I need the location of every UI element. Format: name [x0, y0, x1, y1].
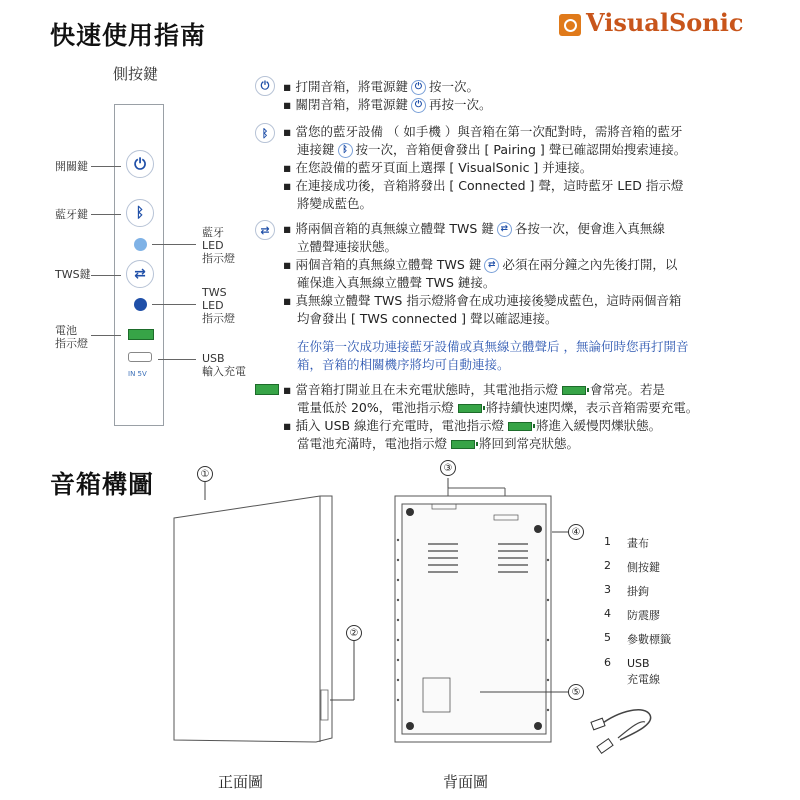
callout-2: ② — [346, 625, 362, 641]
tws-led-leader-line — [152, 304, 196, 305]
usb-port-icon — [128, 352, 152, 362]
legend-label-6: USB 充電線 — [627, 657, 660, 686]
tws-instruction-line-1: ▪ 將兩個音箱的真無線立體聲 TWS 鍵 ⇄ 各按一次，便會進入真無線 — [283, 221, 665, 236]
power-on-instruction: ▪ 打開音箱，將電源鍵 ⏻ 按一次。 — [283, 79, 479, 94]
back-view-drawing — [380, 460, 600, 760]
back-bumper-top-right — [534, 525, 542, 533]
legend-num-1: 1 — [604, 535, 611, 548]
callout-5: ⑤ — [568, 684, 584, 700]
battery-inline-icon — [451, 440, 475, 449]
callout-3: ③ — [440, 460, 456, 476]
power-inline-icon: ⏻ — [411, 80, 426, 95]
back-bumper-bottom-right — [534, 722, 542, 730]
front-panel-outline — [174, 496, 332, 742]
legend-label-1: 畫布 — [627, 537, 649, 550]
tws-inline-icon: ⇄ — [484, 258, 499, 273]
battery-instruction-line-4: 當電池充滿時，電池指示燈 將回到常亮狀態。 — [297, 436, 580, 451]
front-view-drawing — [160, 460, 360, 760]
bt-led-leader-line — [152, 244, 196, 245]
back-inner-frame — [402, 504, 546, 734]
brand-name: VisualSonic — [586, 8, 744, 37]
battery-instruction-line-1: ▪ 當音箱打開並且在未充電狀態時，其電池指示燈 會常亮。若是 — [283, 382, 665, 397]
usb-leader-line — [158, 359, 196, 360]
power-section-icon: ⏻ — [255, 76, 275, 96]
auto-connect-note-line-2: 箱，音箱的相關機序將均可自動連接。 — [297, 357, 510, 372]
bt-led-label: 藍牙 LED 指示燈 — [202, 226, 235, 265]
battery-leader-line — [91, 335, 121, 336]
bt-instruction-line-4: ▪ 在連接成功後，音箱將發出 [ Connected ] 聲，這時藍牙 LED 指示燈 — [283, 178, 684, 193]
tws-instruction-line-3: ▪ 兩個音箱的真無線立體聲 TWS 鍵 ⇄ 必須在兩分鐘之內先後打開，以 — [283, 257, 678, 272]
callout-1: ① — [197, 466, 213, 482]
battery-inline-icon — [562, 386, 586, 395]
battery-section-icon — [255, 384, 279, 395]
brand-logo-icon — [559, 14, 581, 36]
battery-inline-icon — [458, 404, 482, 413]
usb-input-label: USB 輸入充電 — [202, 352, 246, 378]
side-buttons-subtitle: 側按鍵 — [113, 65, 159, 83]
legend-label-4: 防震膠 — [627, 609, 660, 622]
battery-indicator-icon — [128, 329, 154, 340]
tws-instruction-line-5: ▪ 真無線立體聲 TWS 指示燈將會在成功連接後變成藍色，這時兩個音箱 — [283, 293, 682, 308]
tws-led-label: TWS LED 指示燈 — [202, 286, 235, 325]
bluetooth-key-label: 藍牙鍵 — [55, 208, 88, 221]
callout-4: ④ — [568, 524, 584, 540]
bluetooth-button-icon: ᛒ — [126, 199, 154, 227]
back-view-caption: 背面圖 — [443, 773, 489, 791]
battery-instruction-line-2: 電量低於 20%，電池指示燈 將持續快速閃爍，表示音箱需要充電。 — [297, 400, 699, 415]
legend-label-2: 側按鍵 — [627, 561, 660, 574]
battery-indicator-label: 電池 指示燈 — [55, 324, 88, 350]
front-view-caption: 正面圖 — [218, 773, 264, 791]
legend-num-5: 5 — [604, 631, 611, 644]
legend-label-3: 掛鉤 — [627, 585, 649, 598]
tws-section-icon: ⇄ — [255, 220, 275, 240]
legend-num-2: 2 — [604, 559, 611, 572]
legend-num-3: 3 — [604, 583, 611, 596]
power-inline-icon: ⏻ — [411, 98, 426, 113]
usb-cable-icon — [590, 690, 670, 770]
tws-button-icon: ⇄ — [126, 260, 154, 288]
legend-label-5: 參數標籤 — [627, 633, 671, 646]
bluetooth-section-icon: ᛒ — [255, 123, 275, 143]
bluetooth-led-indicator — [134, 238, 147, 251]
power-off-instruction: ▪ 關閉音箱，將電源鍵 ⏻ 再按一次。 — [283, 97, 492, 112]
tws-instruction-line-6: 均會發出 [ TWS connected ] 聲以確認連接。 — [297, 311, 558, 326]
tws-leader-line — [91, 275, 121, 276]
auto-connect-note-line-1: 在你第一次成功連接藍牙設備或真無線立體聲后 ，無論何時您再打開音 — [297, 339, 689, 354]
legend-num-6: 6 — [604, 656, 611, 669]
bt-instruction-line-1: ▪ 當您的藍牙設備 （ 如手機 ）與音箱在第一次配對時，需將音箱的藍牙 — [283, 124, 683, 139]
usb-port-text: IN 5V — [128, 370, 147, 378]
back-bumper-bottom-left — [406, 722, 414, 730]
battery-instruction-line-3: ▪ 插入 USB 線進行充電時，電池指示燈 將進入緩慢閃爍狀態。 — [283, 418, 662, 433]
power-button-icon: ⏻ — [126, 150, 154, 178]
back-bumper-top-left — [406, 508, 414, 516]
tws-inline-icon: ⇄ — [497, 222, 512, 237]
power-key-label: 開關鍵 — [55, 160, 88, 173]
bt-instruction-line-3: ▪ 在您設備的藍牙頁面上選擇 [ VisualSonic ] 并連接。 — [283, 160, 593, 175]
structure-title: 音箱構圖 — [50, 470, 155, 499]
bt-instruction-line-2: 連接鍵 ᛒ 按一次，音箱便會發出 [ Pairing ] 聲已確認開始搜索連接。 — [297, 142, 687, 157]
tws-key-label: TWS鍵 — [55, 268, 91, 281]
page-title: 快速使用指南 — [50, 21, 207, 50]
tws-led-indicator — [134, 298, 147, 311]
bluetooth-leader-line — [91, 214, 121, 215]
bt-instruction-line-5: 將變成藍色。 — [297, 196, 373, 211]
tws-instruction-line-4: 確保進入真無線立體聲 TWS 鏈接。 — [297, 275, 496, 290]
power-leader-line — [91, 166, 121, 167]
tws-instruction-line-2: 立體聲連接狀態。 — [297, 239, 398, 254]
battery-inline-icon — [508, 422, 532, 431]
bluetooth-inline-icon: ᛒ — [338, 143, 353, 158]
legend-num-4: 4 — [604, 607, 611, 620]
